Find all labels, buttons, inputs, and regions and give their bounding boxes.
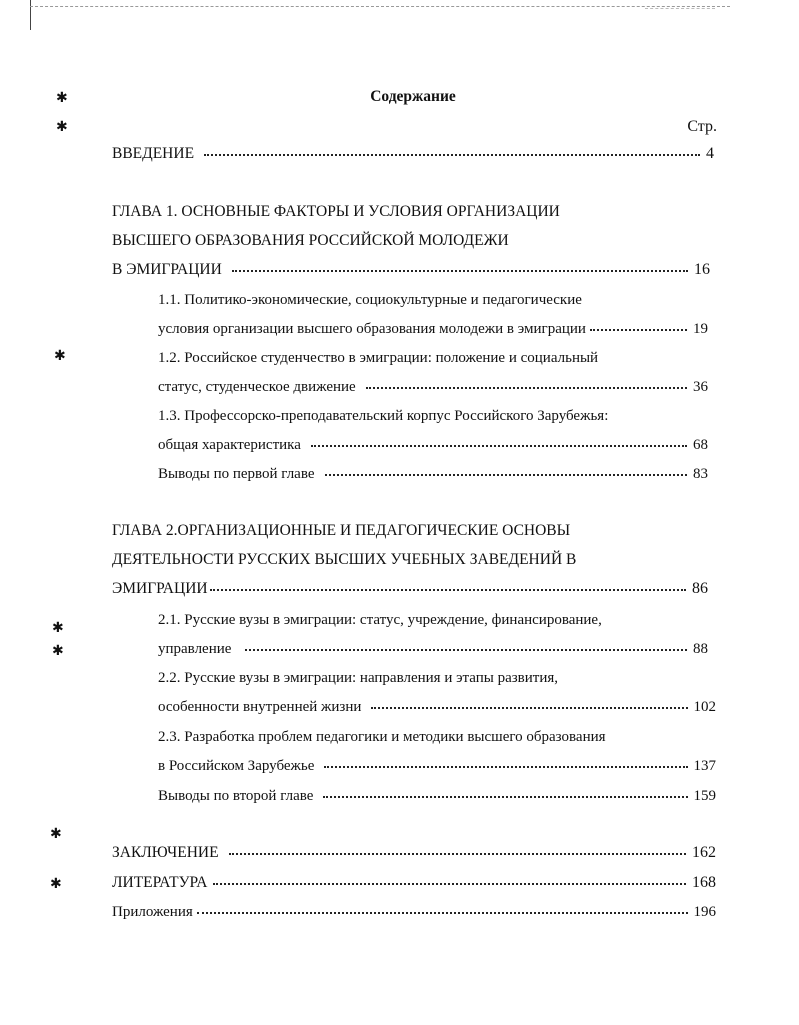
- toc-page: 137: [693, 758, 716, 774]
- toc-page: 102: [693, 699, 716, 715]
- toc-page: 4: [706, 145, 714, 162]
- toc-page: 36: [693, 379, 708, 395]
- toc-page: 168: [692, 874, 716, 891]
- dot-leader: [324, 766, 687, 768]
- section-line: 1.3. Профессорско-преподавательский корпус Российского Зарубежья:: [158, 408, 609, 424]
- toc-label: условия организации высшего образования молодежи в эмиграции: [158, 321, 586, 337]
- toc-label: ВВЕДЕНИЕ: [112, 145, 195, 162]
- toc-page: 88: [693, 641, 708, 657]
- toc-entry-1-1[interactable]: [158, 319, 708, 339]
- chapter-heading-line: ГЛАВА 1. ОСНОВНЫЕ ФАКТОРЫ И УСЛОВИЯ ОРГАНИЗАЦИИ: [112, 203, 560, 220]
- dot-leader: [232, 270, 688, 272]
- toc-label: ЭМИГРАЦИИ: [112, 580, 208, 597]
- toc-entry-conclusion[interactable]: [112, 843, 716, 863]
- dot-leader: [204, 154, 700, 156]
- margin-speck-icon: ✱: [52, 620, 64, 636]
- toc-label: ЛИТЕРАТУРА: [112, 874, 208, 891]
- dot-leader: [210, 589, 686, 591]
- scan-edge-mark: [645, 8, 715, 10]
- toc-entry-ch1-conclusions[interactable]: [158, 464, 708, 484]
- dot-leader: [311, 445, 687, 447]
- toc-page: 68: [693, 437, 708, 453]
- section-line: 2.3. Разработка проблем педагогики и методики высшего образования: [158, 729, 606, 745]
- toc-page: 83: [693, 466, 708, 482]
- toc-entry-1-3[interactable]: [158, 435, 708, 455]
- toc-label: Выводы по второй главе: [158, 788, 314, 804]
- toc-entry-1-2[interactable]: [158, 377, 708, 397]
- toc-label: общая характеристика: [158, 437, 301, 453]
- toc-page: 159: [693, 788, 716, 804]
- chapter-heading-line: ГЛАВА 2.ОРГАНИЗАЦИОННЫЕ И ПЕДАГОГИЧЕСКИЕ ОСНОВЫ: [112, 522, 571, 539]
- scan-edge-left: [30, 0, 31, 30]
- margin-speck-icon: ✱: [52, 643, 64, 659]
- dot-leader: [323, 796, 687, 798]
- dot-leader: [590, 329, 687, 331]
- margin-speck-icon: ✱: [50, 876, 62, 892]
- dot-leader: [366, 387, 687, 389]
- chapter-heading-line: ВЫСШЕГО ОБРАЗОВАНИЯ РОССИЙСКОЙ МОЛОДЕЖИ: [112, 232, 509, 249]
- dot-leader: [325, 474, 688, 476]
- dot-leader: [197, 912, 688, 914]
- section-line: 2.2. Русские вузы в эмиграции: направления и этапы развития,: [158, 670, 559, 686]
- toc-page: 19: [693, 321, 708, 337]
- toc-entry-appendix[interactable]: [112, 902, 716, 922]
- toc-label: ЗАКЛЮЧЕНИЕ: [112, 844, 219, 861]
- toc-label: в Российском Зарубежье: [158, 758, 315, 774]
- chapter-heading-line: ДЕЯТЕЛЬНОСТИ РУССКИХ ВЫСШИХ УЧЕБНЫХ ЗАВЕДЕНИЙ В: [112, 551, 577, 568]
- scan-edge-top: [30, 6, 730, 8]
- margin-speck-icon: ✱: [56, 119, 68, 135]
- toc-entry-2-3[interactable]: [158, 756, 716, 776]
- margin-speck-icon: ✱: [50, 826, 62, 842]
- dot-leader: [229, 853, 686, 855]
- section-line: 1.1. Политико-экономические, социокультурные и педагогические: [158, 292, 582, 308]
- toc-label: В ЭМИГРАЦИИ: [112, 261, 222, 278]
- toc-entry-literature[interactable]: [112, 873, 716, 893]
- dot-leader: [371, 707, 687, 709]
- toc-page: 86: [692, 580, 708, 597]
- toc-page: 16: [694, 261, 710, 278]
- toc-entry-chapter-2[interactable]: [112, 579, 708, 599]
- toc-label: управление: [158, 641, 232, 657]
- margin-speck-icon: ✱: [56, 90, 68, 106]
- section-line: 1.2. Российское студенчество в эмиграции: положение и социальный: [158, 350, 599, 366]
- toc-label: особенности внутренней жизни: [158, 699, 362, 715]
- toc-entry-ch2-conclusions[interactable]: [158, 786, 716, 806]
- margin-speck-icon: ✱: [54, 348, 66, 364]
- toc-page: 196: [693, 904, 716, 920]
- page-title: Содержание: [370, 88, 456, 105]
- toc-entry-intro[interactable]: [112, 144, 714, 164]
- toc-page: 162: [692, 844, 716, 861]
- toc-label: Выводы по первой главе: [158, 466, 315, 482]
- toc-label: статус, студенческое движение: [158, 379, 356, 395]
- toc-entry-2-2[interactable]: [158, 697, 716, 717]
- section-line: 2.1. Русские вузы в эмиграции: статус, учреждение, финансирование,: [158, 612, 602, 628]
- toc-entry-chapter-1[interactable]: [112, 260, 710, 280]
- toc-label: Приложения: [112, 904, 193, 920]
- dot-leader: [213, 883, 686, 885]
- page-column-label: Стр.: [687, 118, 717, 135]
- toc-entry-2-1[interactable]: [158, 639, 708, 659]
- dot-leader: [245, 649, 687, 651]
